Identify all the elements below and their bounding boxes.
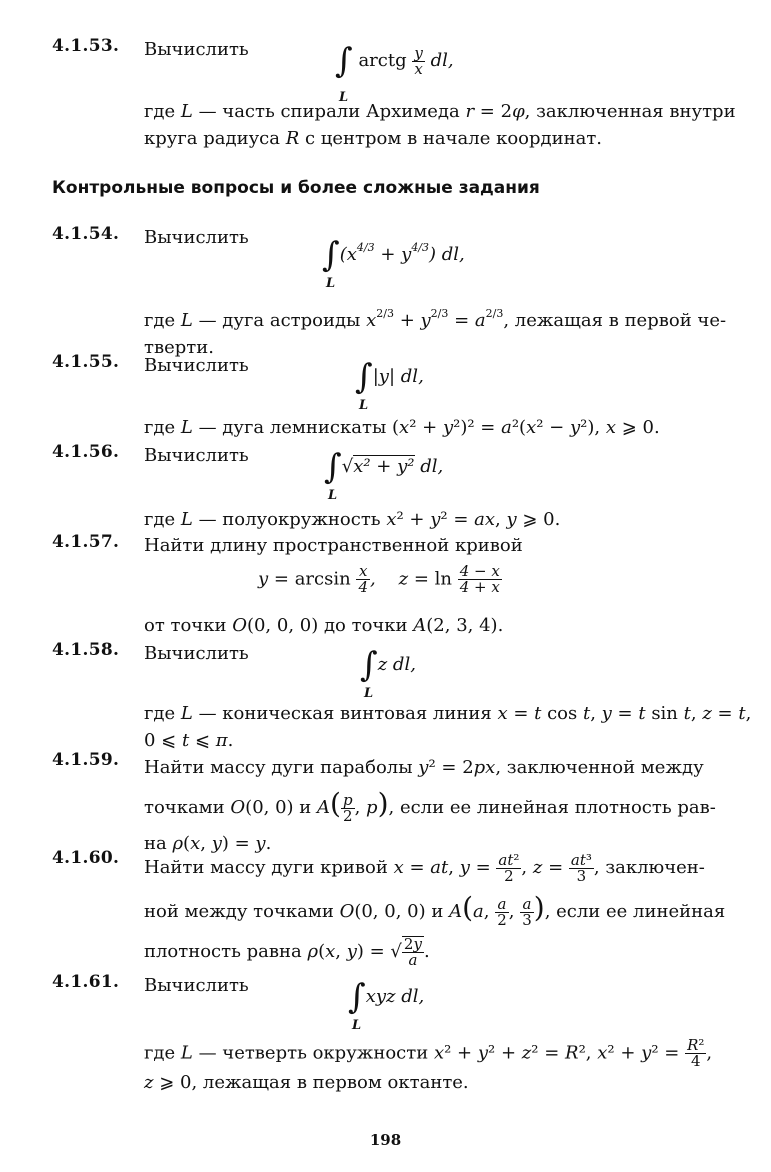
problem-lead: Вычислить [144,355,249,376]
problem-number: 4.1.53. [52,36,120,56]
curve-formula: y = arcsin $\frac{x}{4}$ , z = ln $\frac{4 - x}{4 + x}$ [258,562,500,596]
integral-formula: ∫ arctg $\frac{y}{x}$ dl, L [335,41,454,105]
problem-number: 4.1.56. [52,442,120,462]
problem-lead: Вычислить [144,975,249,996]
problem-lead: Найти длину пространственной кривой [144,535,523,556]
integral-formula: ∫xyz dl, L [348,977,425,1033]
problem-number: 4.1.61. [52,972,120,992]
problem-text: Найти массу дуги кривой x = at, y = $\frac{\text{at²}}{2}$ , z = $\frac{\text{at³}}{3}$ , заключен- ной между точками O(0, 0, 0) и A(a, $\frac{a}{2}$ , $\frac{a}{3}$ ), если ее линейная плотность равна ρ(x, y) = √ $\frac{2y}{a}$ . [144,850,726,969]
problem-text: где L — часть спирали Архимеда r = 2φ, заключенная внутри круга радиуса R с центром в начале координат. [144,101,736,149]
problem-lead: Вычислить [144,643,249,664]
problem-number: 4.1.55. [52,352,120,372]
problem-number: 4.1.59. [52,750,120,770]
problem-number: 4.1.58. [52,640,120,660]
integral-formula: ∫z dl, L [360,645,416,701]
problem-lead: Вычислить [144,39,249,60]
integral-formula: ∫|y| dl, L [355,357,424,413]
section-title: Контрольные вопросы и более сложные задания [52,178,540,198]
problem-text: где L — полуокружность x² + y² = ax, y ⩾ 0. [144,509,561,530]
problem-text: где L — коническая винтовая линия x = t cos t, y = t sin t, z = t, 0 ⩽ t ⩽ π. [144,703,752,751]
problem-lead: Вычислить [144,227,249,248]
problem-text: где L — дуга лемнискаты (x² + y²)² = a²(x² − y²), x ⩾ 0. [144,417,660,438]
problem-text: где L — четверть окружности x² + y² + z² = R², x² + y² = $\frac{\text{R²}}{4}$ , z ⩾ 0, лежащая в первом октанте. [144,1036,713,1093]
problem-text: от точки O(0, 0, 0) до точки A(2, 3, 4). [144,615,504,636]
problem-number: 4.1.57. [52,532,120,552]
problem-number: 4.1.60. [52,848,120,868]
integral-formula: $\int(x^{4/3} + y^{4/3})$ dl, L [322,235,465,291]
problem-text: где L — дуга астроиды $x^{2/3} + y^{2/3} = a^{2/3}$, лежащая в первой че- тверти. [144,307,727,358]
integral-formula: ∫√x² + y² dl, L [324,447,444,503]
problem-text: Найти массу дуги параболы y² = 2px, заключенной между точками O(0, 0) и A( $\frac{p}{2}$ , p), если ее линейная плотность рав- на ρ(x, y) = y. [144,757,716,854]
page-number: 198 [369,1131,402,1149]
problem-lead: Вычислить [144,445,249,466]
problem-number: 4.1.54. [52,224,120,244]
